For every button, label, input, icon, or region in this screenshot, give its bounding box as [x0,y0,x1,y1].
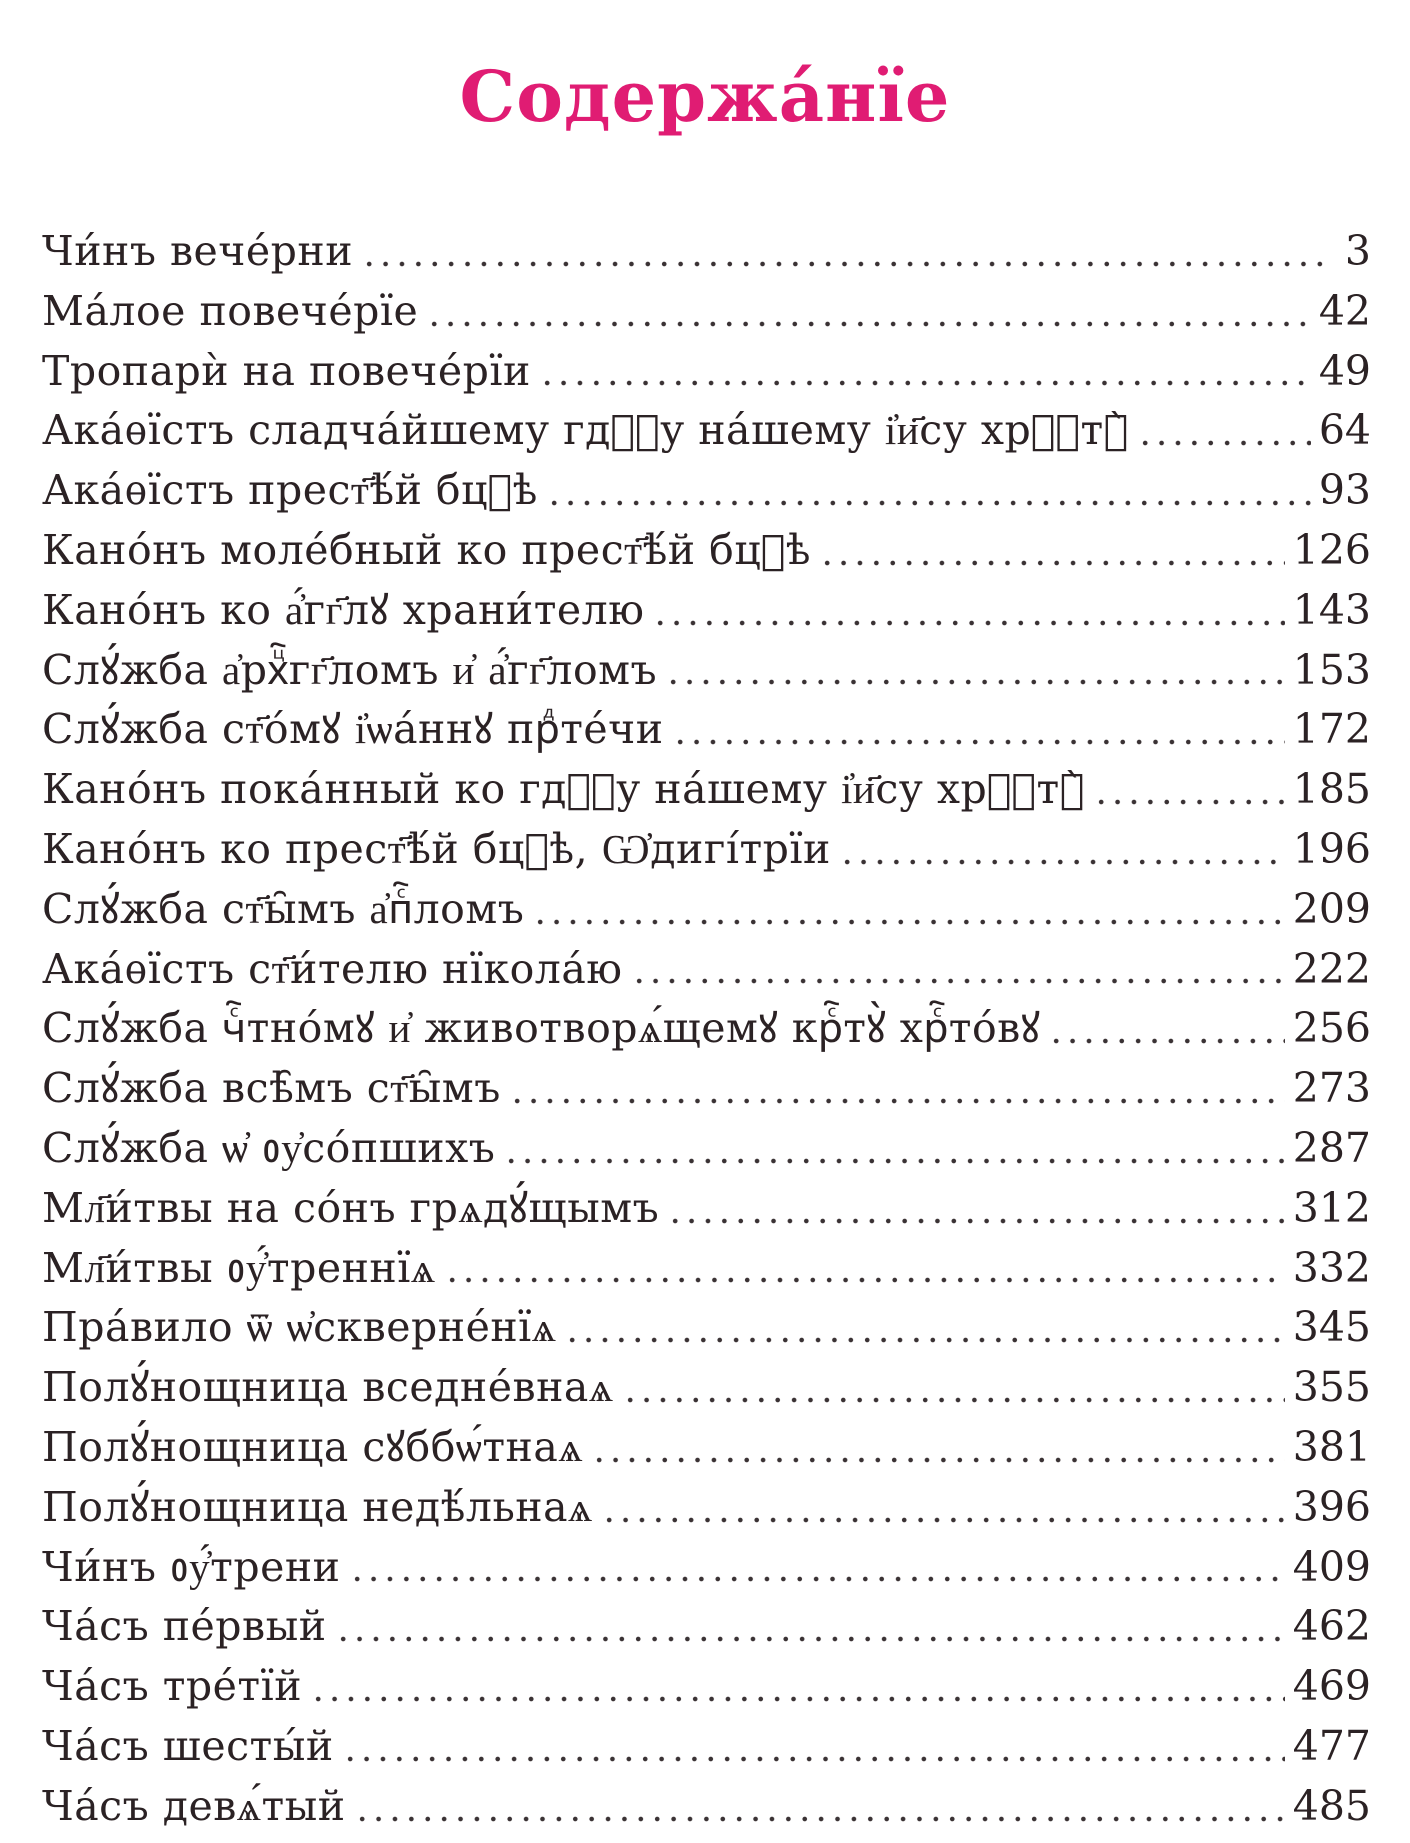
toc-entry-page: 287 [1292,1123,1371,1172]
toc-entry-page: 185 [1292,765,1371,814]
toc-entry [42,1657,1371,1717]
page-title: Содержа́нїе [459,55,951,138]
toc-entry [42,880,1371,940]
toc-entry-page: 196 [1292,824,1371,873]
dot-leader [310,1695,1285,1703]
toc-entry-page: 222 [1292,944,1371,993]
dot-leader [672,738,1285,746]
toc-entry-page: 355 [1292,1363,1371,1412]
toc-entry-title: Кано́нъ моле́бный ко прест҃ѣ́й бцⷣѣ [42,525,812,574]
dot-leader [546,499,1311,507]
toc-entry [42,222,1371,282]
toc-entry-title: Тропарѝ на повече́рїи [42,346,531,395]
toc-entry-page: 153 [1292,645,1371,694]
toc-entry-page: 396 [1292,1482,1371,1531]
toc-entry [42,1597,1371,1657]
dot-leader [652,619,1284,627]
toc-entry-page: 256 [1292,1004,1371,1053]
toc-entry [42,820,1371,880]
dot-leader [444,1276,1285,1284]
toc-entry-title: Ака́ѳїстъ сладча́йшему гдⷭ҇у на́шему і҆и҃су хрⷭ҇тꙋ̀ [42,406,1129,455]
toc-entry [42,641,1371,701]
toc-entry-title: Ча́съ пе́рвый [42,1602,327,1651]
toc-entry-title: Слꙋ́жба ст҃о́мꙋ і҆ѡа́ннꙋ прⷣте́чи [42,705,664,754]
toc-entry [42,700,1371,760]
dot-leader [503,1157,1284,1165]
dot-leader [591,1456,1285,1464]
toc-entry [42,940,1371,1000]
toc-entry-page: 381 [1292,1422,1371,1471]
toc-entry-page: 469 [1292,1662,1371,1711]
toc-entry-page: 3 [1344,227,1371,275]
toc-entry [42,1777,1371,1837]
dot-leader [509,1097,1285,1105]
toc-entry [42,1239,1371,1299]
toc-entry [42,1059,1371,1119]
toc-entry [42,1358,1371,1418]
toc-entry-page: 273 [1292,1064,1371,1113]
toc-entry [42,999,1371,1059]
dot-leader [539,379,1311,387]
toc-entry-title: Мл҃и́твы ᲂу҆́треннїѧ [42,1243,436,1292]
toc-entry-title: Полꙋ́нощница недѣ́льнаѧ [42,1482,593,1531]
toc-entry-page: 172 [1292,705,1371,754]
toc-entry [42,342,1371,402]
toc-entry-title: Полꙋ́нощница вседне́внаѧ [42,1363,614,1412]
toc-entry-title: Ча́съ девѧ́тый [42,1781,346,1830]
toc-entry-title: Ча́съ шесты́й [42,1721,334,1770]
toc-entry-page: 49 [1318,346,1371,395]
toc-entry [42,581,1371,641]
dot-leader [1048,1037,1284,1045]
dot-leader [342,1755,1285,1763]
toc-entry-page: 332 [1292,1243,1371,1292]
dot-leader [1093,798,1285,806]
toc-entry [42,282,1371,342]
toc-entry-title: Мл҃и́твы на со́нъ грѧдꙋ́щымъ [42,1183,660,1232]
toc-entry-page: 485 [1292,1781,1371,1830]
toc-entry [42,1179,1371,1239]
dot-leader [349,1575,1285,1583]
toc-entry [42,1478,1371,1538]
toc-entry-page: 93 [1318,466,1371,515]
toc-entry-title: Полꙋ́нощница сꙋббѡ́тнаѧ [42,1422,583,1471]
dot-leader [819,559,1285,567]
dot-leader [354,1815,1285,1823]
toc-entry [42,521,1371,581]
toc-entry-page: 345 [1292,1303,1371,1352]
dot-leader [622,1396,1285,1404]
toc-entry-title: Чи́нъ ᲂу҆́трени [42,1542,341,1591]
toc-entry-title: Пра́вило ѿ ѡ҆скверне́нїѧ [42,1303,557,1352]
toc-entry-page: 42 [1318,286,1371,335]
toc-entry [42,1119,1371,1179]
toc-entry-title: Ма́лое повече́рїе [42,286,419,335]
dot-leader [667,1217,1285,1225]
toc-entry [42,760,1371,820]
toc-entry-page: 462 [1292,1602,1371,1651]
toc-entry-title: Ака́ѳїстъ прест҃ѣ́й бцⷣѣ [42,466,538,515]
toc-entry-title: Чи́нъ вече́рни [42,227,354,275]
dot-leader [1137,439,1311,447]
toc-entry [42,1717,1371,1777]
dot-leader [335,1635,1285,1643]
dot-leader [532,918,1284,926]
toc-entry [42,1418,1371,1478]
toc-entry-page: 143 [1292,585,1371,634]
dot-leader [665,678,1285,686]
dot-leader [361,260,1323,268]
toc-entry-title: Кано́нъ ко а҆́гг҃лꙋ храни́телю [42,585,645,634]
toc-entry-title: Кано́нъ пока́нный ко гдⷭ҇у на́шему і҆и҃су хрⷭ҇тꙋ̀ [42,765,1085,814]
toc-entry-page: 312 [1292,1183,1371,1232]
toc-entry-title: Слꙋ́жба ѡ҆ ᲂу҆со́пшихъ [42,1123,496,1172]
toc-entry-title: Ча́съ тре́тїй [42,1662,303,1711]
toc-entry-page: 126 [1292,525,1371,574]
table-of-contents [42,222,1371,1837]
toc-entry-page: 64 [1318,406,1371,455]
toc-entry [42,461,1371,521]
dot-leader [631,977,1285,985]
dot-leader [601,1516,1285,1524]
toc-entry-title: Слꙋ́жба а҆рхⷰ҇гг҃ломъ и҆ а҆́гг҃ломъ [42,645,658,694]
dot-leader [839,858,1285,866]
toc-entry-title: Слꙋ́жба всѣ̑мъ ст҃ы̑мъ [42,1064,501,1113]
toc-entry-title: Слꙋ́жба чⷭ҇тно́мꙋ и҆ животворѧ́щемꙋ крⷭ҇тꙋ̀ хрⷭ҇то́вꙋ [42,1004,1041,1053]
toc-entry-title: Ака́ѳїстъ ст҃и́телю нїкола́ю [42,944,623,993]
toc-entry-page: 209 [1292,884,1371,933]
toc-entry-title: Слꙋ́жба ст҃ы̑мъ а҆пⷭ҇ломъ [42,884,525,933]
toc-entry-title: Кано́нъ ко прест҃ѣ́й бцⷣѣ, Ѡ҆дигі́трїи [42,824,831,873]
toc-entry [42,1298,1371,1358]
toc-entry-page: 477 [1292,1721,1371,1770]
toc-entry [42,1538,1371,1598]
toc-entry-page: 409 [1292,1542,1371,1591]
dot-leader [564,1336,1284,1344]
toc-entry [42,401,1371,461]
dot-leader [426,320,1311,328]
